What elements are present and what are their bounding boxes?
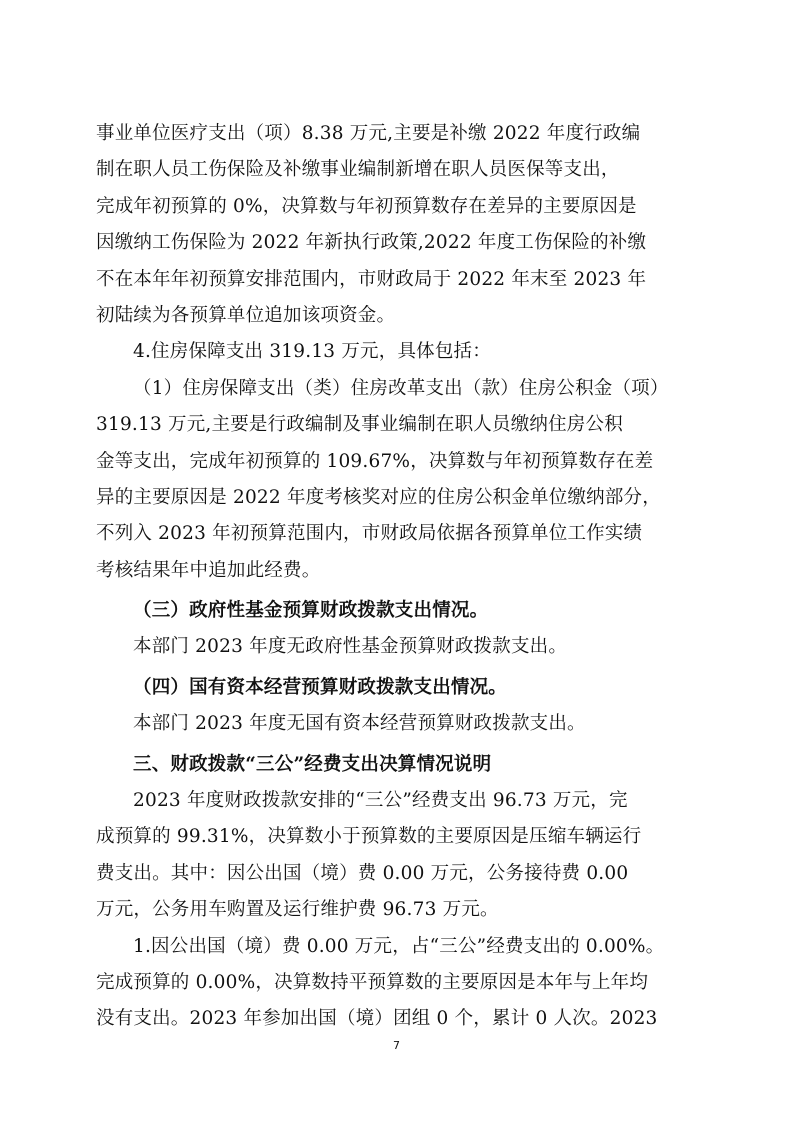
page-number: 7 bbox=[393, 1039, 400, 1052]
paragraph-line: 考核结果年中追加此经费。 bbox=[96, 559, 321, 581]
paragraph-line: 没有支出。2023 年参加出国（境）团组 0 个，累计 0 人次。2023 bbox=[96, 1008, 658, 1030]
paragraph-line: 事业单位医疗支出（项）8.38 万元,主要是补缴 2022 年度行政编 bbox=[96, 123, 641, 144]
paragraph-line: 因缴纳工伤保险为 2022 年新执行政策,2022 年度工伤保险的补缴 bbox=[96, 232, 647, 254]
section-heading: （四）国有资本经营预算财政拨款支出情况。 bbox=[133, 676, 508, 698]
paragraph-line: 制在职人员工伤保险及补缴事业编制新增在职人员医保等支出， bbox=[96, 159, 620, 181]
paragraph-line: 初陆续为各预算单位追加该项资金。 bbox=[96, 304, 396, 326]
paragraph-line: 完成年初预算的 0%，决算数与年初预算数存在差异的主要原因是 bbox=[96, 195, 637, 217]
paragraph-line: 本部门 2023 年度无政府性基金预算财政拨款支出。 bbox=[133, 636, 568, 658]
paragraph-line: 2023 年度财政拨款安排的“三公”经费支出 96.73 万元，完 bbox=[133, 790, 628, 812]
paragraph-line: 不在本年年初预算安排范围内，市财政局于 2022 年末至 2023 年 bbox=[96, 268, 647, 290]
paragraph-line: 319.13 万元,主要是行政编制及事业编制在职人员缴纳住房公积 bbox=[96, 414, 623, 436]
paragraph-line: 本部门 2023 年度无国有资本经营预算财政拨款支出。 bbox=[133, 713, 586, 735]
section-heading: （三）政府性基金预算财政拨款支出情况。 bbox=[133, 600, 489, 622]
paragraph-line: 万元，公务用车购置及运行维护费 96.73 万元。 bbox=[96, 899, 499, 921]
document-body bbox=[96, 116, 700, 1038]
paragraph-line: 费支出。其中：因公出国（境）费 0.00 万元，公务接待费 0.00 bbox=[96, 862, 629, 884]
paragraph-line: 1.因公出国（境）费 0.00 万元，占“三公”经费支出的 0.00%。 bbox=[133, 935, 665, 957]
section-heading: 三、财政拨款“三公”经费支出决算情况说明 bbox=[133, 753, 492, 775]
paragraph-line: 不列入 2023 年初预算范围内，市财政局依据各预算单位工作实绩 bbox=[96, 523, 643, 545]
paragraph-line: 成预算的 99.31%，决算数小于预算数的主要原因是压缩车辆运行 bbox=[96, 826, 642, 848]
paragraph-line: （1）住房保障支出（类）住房改革支出（款）住房公积金（项） bbox=[133, 377, 669, 399]
paragraph-line: 4.住房保障支出 319.13 万元，具体包括： bbox=[133, 341, 491, 363]
paragraph-line: 金等支出，完成年初预算的 109.67%，决算数与年初预算数存在差 bbox=[96, 450, 654, 472]
paragraph-line: 异的主要原因是 2022 年度考核奖对应的住房公积金单位缴纳部分， bbox=[96, 486, 661, 508]
paragraph-line: 完成预算的 0.00%，决算数持平预算数的主要原因是本年与上年均 bbox=[96, 971, 649, 993]
